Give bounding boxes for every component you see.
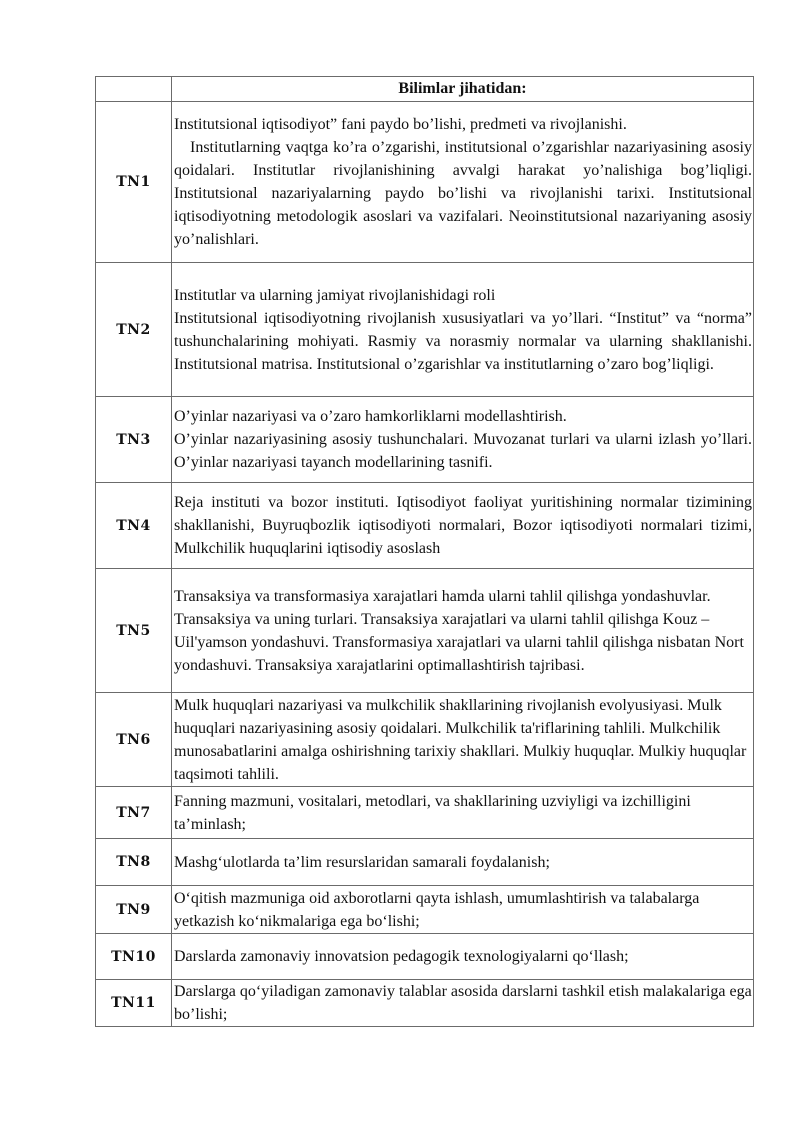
row-topic-title: Institutsional iqtisodiyot” fani paydo bo’lishi, predmeti va rivojlanishi.	[174, 116, 627, 133]
table-row	[96, 102, 754, 263]
row-description	[172, 263, 754, 397]
row-topic-body: Institutsional iqtisodiyotning rivojlanish xususiyatlari va yo’llari. “Institut” va “norma” tushunchalarining mohiyati. Rasmiy va norasmiy normalar va ularning shakllanishi. Institutsional matrisa. Institutsional o’zgarishlar va institutlarning o’zaro bog’liqligi.	[174, 309, 752, 373]
row-code: TN4	[96, 483, 172, 569]
row-description	[172, 397, 754, 483]
row-description	[172, 886, 754, 934]
row-topic-body: O’yinlar nazariyasining asosiy tushunchalari. Muvozanat turlari va ularni izlash yo’llari. O’yinlar nazariyasi tayanch modellarining tasnifi.	[174, 431, 752, 471]
row-topic-body: Reja instituti va bozor instituti. Iqtisodiyot faoliyat yuritishining normalar tizimining shakllanishi, Buyruqbozlik iqtisodiyoti normalari, Bozor iqtisodiyoti normalari tizimi, Mulkchilik huquqlarini iqtisodiy asoslash	[174, 494, 752, 557]
row-topic-body: Mashg‘ulotlarda ta’lim resurslaridan samarali foydalanish;	[174, 853, 550, 871]
row-description	[172, 980, 754, 1027]
row-description	[172, 483, 754, 569]
row-topic-body: Transaksiya va transformasiya xarajatlari hamda ularni tahlil qilishga yondashuvlar. Transaksiya va uning turlari. Transaksiya xarajatlari va ularni tahlil qilishga Kouz – Uil'yamson yondashuvi. Transformasiya xarajatlari va ularni tahlil qilishga nisbatan Nort yondashuvi. Transaksiya xarajatlarini optimallashtirish tajribasi.	[174, 587, 744, 674]
row-description	[172, 787, 754, 839]
row-description	[172, 839, 754, 886]
row-topic-body: Darslarga qo‘yiladigan zamonaviy talablar asosida darslarni tashkil etish malakalariga ega bo’lishi;	[174, 983, 752, 1023]
row-description	[172, 693, 754, 787]
table-row	[96, 569, 754, 693]
row-code: TN1	[96, 102, 172, 263]
row-code: TN11	[96, 980, 172, 1027]
row-description	[172, 102, 754, 263]
table-row	[96, 693, 754, 787]
row-topic-body: Mulk huquqlari nazariyasi va mulkchilik shakllarining rivojlanish evolyusiyasi. Mulk huquqlari nazariyasining asosiy qoidalari. Mulkchilik ta'riflarining tahlili. Mulkchilik munosabatlarini amalga oshirishning tarixiy shakllari. Mulkiy huquqlar. Mulkiy huquqlar taqsimoti tahlili.	[174, 696, 747, 783]
row-code: TN9	[96, 886, 172, 934]
table-row	[96, 886, 754, 934]
row-topic-body: O‘qitish mazmuniga oid axborotlarni qayta ishlash, umumlashtirish va talabalarga yetkazish ko‘nikmalariga ega bo‘lishi;	[174, 889, 700, 930]
row-code: TN10	[96, 934, 172, 980]
table-row	[96, 483, 754, 569]
row-code: TN6	[96, 693, 172, 787]
row-code: TN8	[96, 839, 172, 886]
row-topic-body: Fanning mazmuni, vositalari, metodlari, va shakllarining uzviyligi va izchilligini ta’minlash;	[174, 792, 691, 833]
row-topic-body: Institutlarning vaqtga ko’ra o’zgarishi, institutsional o’zgarishlar nazariyasining asosiy qoidalari. Institutlar rivojlanishining avvalgi harakat yo’nalishiga bog’liqligi. Institutsional nazariyalarning paydo bo’lishi va rivojlanishi tarixi. Institutsional iqtisodiyotning metodologik asoslari va vazifalari. Neoinstitutsional nazariyaning asosiy yo’nalishlari.	[174, 139, 752, 248]
table-header-row	[96, 77, 754, 102]
row-topic-title: Institutlar va ularning jamiyat rivojlanishidagi roli	[174, 286, 496, 304]
learning-outcomes-table	[95, 76, 754, 1027]
row-description	[172, 569, 754, 693]
table-row	[96, 980, 754, 1027]
row-code: TN5	[96, 569, 172, 693]
row-code: TN7	[96, 787, 172, 839]
table-row	[96, 263, 754, 397]
table-row	[96, 397, 754, 483]
row-topic-body: Darslarda zamonaviy innovatsion pedagogik texnologiyalarni qo‘llash;	[174, 948, 629, 965]
table-heading: Bilimlar jihatidan:	[172, 77, 754, 102]
table-row	[96, 787, 754, 839]
row-code: TN3	[96, 397, 172, 483]
table-row	[96, 839, 754, 886]
row-description	[172, 934, 754, 980]
table-row	[96, 934, 754, 980]
row-topic-title: O’yinlar nazariyasi va o’zaro hamkorliklarni modellashtirish.	[174, 408, 567, 425]
header-empty-cell	[96, 77, 172, 102]
row-code: TN2	[96, 263, 172, 397]
